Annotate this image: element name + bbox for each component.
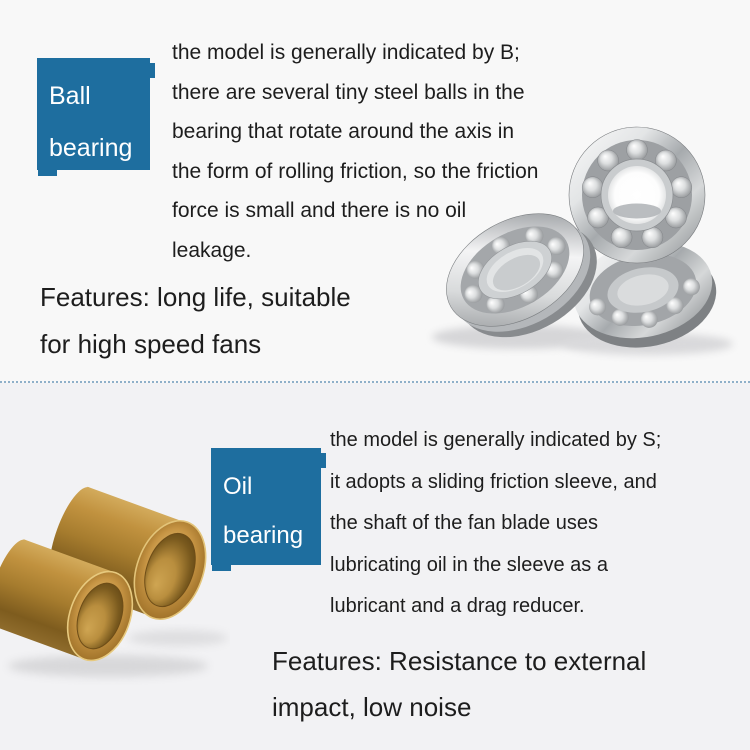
description-line: the model is generally indicated by S;: [330, 429, 662, 451]
label-corner-tab: [150, 63, 155, 78]
features-line: for high speed fans: [40, 329, 262, 359]
description-line: the shaft of the fan blade uses: [330, 512, 598, 534]
ball-bearing-label-box: [37, 58, 150, 170]
oil-bearing-features: [272, 638, 646, 730]
description-line: it adopts a sliding friction sleeve, and: [330, 470, 657, 493]
ball-label-line2: bearing: [49, 134, 133, 162]
features-line: Features: long life, suitable: [40, 282, 351, 312]
ball-bearing-features: [40, 274, 351, 368]
description-line: the model is generally indicated by B;: [172, 41, 520, 64]
description-line: the form of rolling friction, so the friction: [172, 159, 539, 183]
description-line: bearing that rotate around the axis in: [172, 120, 515, 143]
label-corner-tab: [321, 453, 326, 468]
dotted-divider: [0, 381, 750, 383]
label-corner-tab: [38, 170, 57, 176]
label-corner-tab: [212, 565, 231, 571]
description-line: force is small and there is no oil: [172, 199, 467, 222]
oil-bearing-label-box: [211, 448, 321, 565]
ball-bearing-description: [172, 33, 539, 270]
oil-bearings-photo: [0, 468, 230, 688]
features-line: Features: Resistance to external: [272, 646, 647, 676]
oil-label-line1: Oil: [223, 473, 253, 500]
oil-bearing-description: [330, 420, 661, 628]
ball-label-line1: Ball: [49, 82, 91, 110]
features-line: impact, low noise: [272, 692, 472, 722]
description-line: there are several tiny steel balls in the: [172, 80, 525, 104]
description-line: leakage.: [172, 238, 252, 262]
oil-label-line2: bearing: [223, 522, 304, 549]
description-line: lubricating oil in the sleeve as a: [330, 553, 608, 576]
description-line: lubricant and a drag reducer.: [330, 595, 585, 617]
